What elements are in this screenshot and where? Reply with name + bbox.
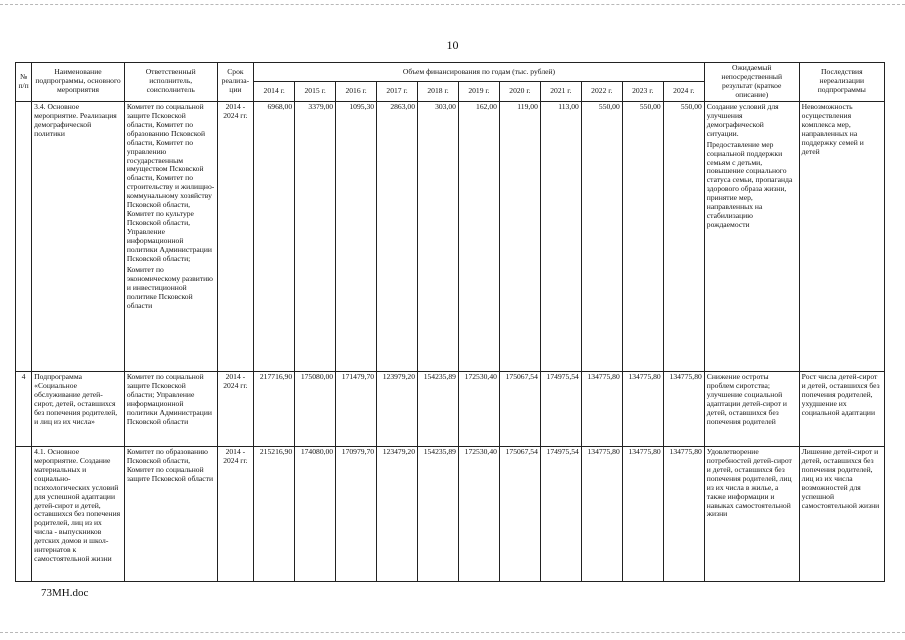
header-year: 2015 г. — [295, 82, 336, 101]
row-value: 134775,80 — [622, 446, 663, 581]
row-value: 174975,54 — [540, 371, 581, 446]
header-year: 2020 г. — [499, 82, 540, 101]
row-result — [704, 101, 799, 371]
result-paragraph: Предоставление мер социальной поддержки семьям с детьми, повышение социального статуса семьи, пропаганда здорового образа жизни, принятие мер, направленных на стабилизацию рождаемости — [706, 139, 793, 230]
row-value: 175067,54 — [499, 371, 540, 446]
row-value: 134775,80 — [663, 446, 704, 581]
row-result — [704, 371, 799, 446]
row-value: 175067,54 — [499, 446, 540, 581]
responsible-paragraph: Комитет по образованию Псковской области, Комитет по социальной защите Псковской области — [126, 446, 214, 483]
row-value: 113,00 — [540, 101, 581, 371]
responsible-paragraph: Комитет по социальной защите Псковской области; Управление информационной политики Администрации Псковской области — [126, 371, 212, 426]
row-value: 134775,80 — [663, 371, 704, 446]
row-name: 4.1. Основное мероприятие. Создание материальных и социально-психологических условий для успешной адаптации детей-сирот и детей, оставшихся без попечения родителей, лиц из их числа - выпускников детских домов и школ-интернатов к самостоятельной жизни — [32, 446, 125, 581]
row-consequence: Рост числа детей-сирот и детей, оставшихся без попечения родителей, ухудшение их социальной адаптации — [799, 371, 884, 446]
header-year: 2024 г. — [663, 82, 704, 101]
header-year: 2023 г. — [622, 82, 663, 101]
row-value: 3379,00 — [295, 101, 336, 371]
table-row — [16, 101, 885, 371]
row-value: 550,00 — [581, 101, 622, 371]
header-consequence: Последствия нереализации подпрограммы — [799, 63, 884, 102]
row-value: 174080,00 — [295, 446, 336, 581]
header-result: Ожидаемый непосредственный результат (краткое описание) — [704, 63, 799, 102]
row-value: 154235,89 — [418, 371, 459, 446]
header-year: 2016 г. — [336, 82, 377, 101]
header-row — [16, 63, 885, 82]
row-term: 2014 - 2024 гг. — [217, 446, 254, 581]
row-responsible — [124, 101, 217, 371]
row-no: 4 — [16, 371, 32, 446]
row-value: 123979,20 — [377, 371, 418, 446]
row-value: 171479,70 — [336, 371, 377, 446]
row-consequence: Невозможность осуществления комплекса мер, направленных на поддержку семей и детей — [799, 101, 884, 371]
row-value: 172530,40 — [458, 371, 499, 446]
row-value: 217716,90 — [254, 371, 295, 446]
row-value: 1095,30 — [336, 101, 377, 371]
header-year: 2014 г. — [254, 82, 295, 101]
row-term: 2014 - 2024 гг. — [217, 371, 254, 446]
table-row — [16, 446, 885, 581]
row-value: 123479,20 — [377, 446, 418, 581]
header-year: 2022 г. — [581, 82, 622, 101]
row-value: 154235,89 — [418, 446, 459, 581]
header-volume: Объем финансирования по годам (тыс. рублей) — [254, 63, 705, 82]
header-year: 2018 г. — [418, 82, 459, 101]
row-term: 2014 - 2024 гг. — [217, 101, 254, 371]
row-value: 134775,80 — [581, 371, 622, 446]
row-value: 174975,54 — [540, 446, 581, 581]
row-result — [704, 446, 799, 581]
scan-edge-top — [0, 4, 905, 5]
responsible-paragraph: Комитет по социальной защите Псковской области, Комитет по образованию Псковской области, Комитет по управлению государственным имуществом Псковской области, Комитет по строительству и жилищно-коммунальному хозяйству Псковской области, Комитет по культуре Псковской области, Управление информационной политики Администрации Псковской области; — [126, 101, 215, 264]
header-term: Срок реализа-ции — [217, 63, 254, 102]
row-responsible — [124, 446, 217, 581]
row-value: 215216,90 — [254, 446, 295, 581]
page-number: 10 — [446, 38, 459, 52]
row-value: 303,00 — [418, 101, 459, 371]
row-no — [16, 101, 32, 371]
financing-table — [15, 62, 885, 582]
row-value: 2863,00 — [377, 101, 418, 371]
row-value: 134775,80 — [622, 371, 663, 446]
row-value: 550,00 — [622, 101, 663, 371]
row-name: Подпрограмма «Социальное обслуживание детей-сирот, детей, оставшихся без попечения родителей, и лиц из их числа» — [32, 371, 125, 446]
header-year: 2017 г. — [377, 82, 418, 101]
row-value: 6968,00 — [254, 101, 295, 371]
row-value: 119,00 — [499, 101, 540, 371]
row-value: 172530,40 — [458, 446, 499, 581]
result-paragraph: Снижение остроты проблем сиротства; улучшение социальной адаптации детей-сирот и детей, оставшихся без попечения родителей — [706, 371, 787, 426]
row-value: 550,00 — [663, 101, 704, 371]
row-name: 3.4. Основное мероприятие. Реализация демографической политики — [32, 101, 125, 371]
header-year: 2019 г. — [458, 82, 499, 101]
row-no — [16, 446, 32, 581]
responsible-paragraph: Комитет по экономическому развитию и инвестиционной политике Псковской области — [126, 264, 213, 310]
row-consequence: Лишение детей-сирот и детей, оставшихся без попечения родителей, лиц из их числа возможностей для успешной самостоятельной жизни — [799, 446, 884, 581]
row-value: 175080,00 — [295, 371, 336, 446]
header-responsible: Ответственный исполнитель, соисполнитель — [124, 63, 217, 102]
header-no: № п/п — [16, 63, 32, 102]
row-value: 170979,70 — [336, 446, 377, 581]
scan-edge-bottom — [0, 632, 905, 633]
row-value: 162,00 — [458, 101, 499, 371]
result-paragraph: Удовлетворение потребностей детей-сирот и детей, оставшихся без попечения родителей, лиц из их числа в жилье, а также информации и навыках самостоятельной жизни — [706, 446, 792, 519]
header-year: 2021 г. — [540, 82, 581, 101]
table-row — [16, 371, 885, 446]
header-name: Наименование подпрограммы, основного мероприятия — [32, 63, 125, 102]
footer-filename: 73MH.doc — [41, 587, 89, 599]
row-responsible — [124, 371, 217, 446]
row-value: 134775,80 — [581, 446, 622, 581]
result-paragraph: Создание условий для улучшения демографической ситуации. — [706, 101, 779, 138]
